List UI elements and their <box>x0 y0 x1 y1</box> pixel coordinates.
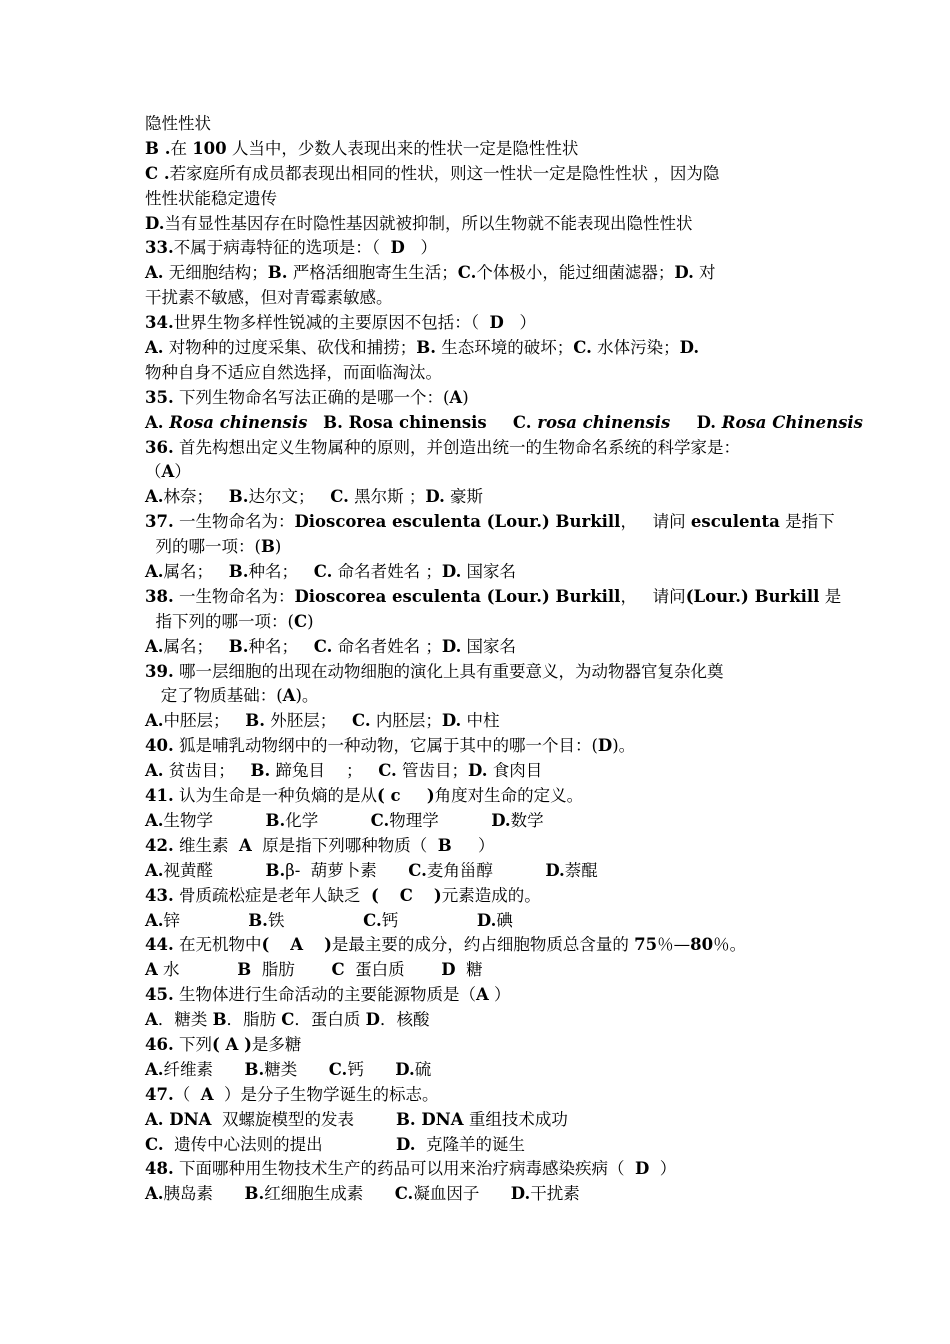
text-segment: 生物体进行生命活动的主要能源物质是（ <box>173 985 476 1005</box>
text-segment: 内胚层； <box>370 711 442 731</box>
text-segment <box>303 935 324 954</box>
text-segment: A. <box>145 338 164 358</box>
text-segment: 下列 <box>173 1034 212 1054</box>
text-segment <box>269 935 290 954</box>
text-segment: 胰岛素 <box>163 1184 245 1204</box>
text-segment: 钙 <box>381 910 477 930</box>
text-segment: A <box>475 985 489 1005</box>
text-segment: 物种自身不适应自然选择，而面临淘汰。 <box>145 362 442 382</box>
text-segment: A. <box>145 761 164 781</box>
text-segment: D. <box>696 412 722 432</box>
text-line <box>145 1133 825 1158</box>
text-segment: 在无机物中 <box>173 935 262 955</box>
text-segment: 水 <box>157 960 238 980</box>
text-segment: A. <box>145 263 164 283</box>
text-segment: A <box>161 462 175 482</box>
text-segment: D. <box>441 636 462 656</box>
text-segment: A <box>282 686 296 706</box>
text-segment: 角度对生命的定义。 <box>434 786 584 806</box>
text-segment: 80 <box>690 935 714 955</box>
text-segment: 干扰素不敏感，但对青霉素敏感。 <box>145 288 393 308</box>
text-segment: 属名； <box>163 562 229 582</box>
text-segment: B. <box>248 910 268 930</box>
text-segment: ， 请问 <box>620 512 691 532</box>
text-segment: D. <box>395 1059 415 1079</box>
text-line <box>145 834 825 859</box>
text-segment: B . <box>145 138 171 158</box>
text-segment: 命名者姓名 ； <box>332 636 442 656</box>
text-segment: 若家庭所有成员都表现出相同的性状，则这一性状一定是隐性性状 ，因为隐 <box>169 163 720 183</box>
text-segment: 41. <box>145 786 174 806</box>
text-segment: ％。 <box>713 935 747 955</box>
text-segment: 种名； <box>248 636 314 656</box>
text-segment: ） <box>649 1159 677 1179</box>
text-line <box>145 162 825 187</box>
text-segment: 37. <box>145 512 174 532</box>
text-line <box>145 709 825 734</box>
text-line <box>145 386 825 411</box>
text-line <box>145 684 825 709</box>
text-segment <box>670 413 696 432</box>
text-segment: 萘醌 <box>564 860 598 880</box>
text-segment: 糖 <box>455 960 483 980</box>
text-segment: （ <box>173 1084 201 1104</box>
text-segment: B <box>212 1010 227 1030</box>
text-segment: D. <box>441 562 462 582</box>
text-segment: 对 <box>693 263 716 283</box>
text-segment: 100 <box>192 138 227 158</box>
text-segment: C. <box>512 412 538 432</box>
text-segment: 定了物质基础：( <box>145 686 283 706</box>
text-segment: C. <box>394 1184 414 1204</box>
text-segment: 锌 <box>163 910 249 930</box>
text-segment: C <box>331 960 345 980</box>
text-segment: 化学 <box>285 810 371 830</box>
text-segment: 硫 <box>414 1059 432 1079</box>
text-segment: 生物学 <box>163 810 266 830</box>
text-segment: 38. <box>145 586 174 606</box>
text-segment: B. <box>244 1184 265 1204</box>
text-segment: 属名； <box>163 636 229 656</box>
text-segment <box>413 886 434 905</box>
text-line <box>145 1182 825 1207</box>
text-segment: ） <box>488 985 511 1005</box>
text-segment: )。 <box>295 686 319 706</box>
text-segment: C. <box>145 1134 164 1154</box>
text-line <box>145 535 825 560</box>
text-segment: C. <box>457 263 477 283</box>
text-segment: 是最主要的成分，约占细胞物质总含量的 <box>331 935 635 955</box>
text-line <box>145 1008 825 1033</box>
text-segment: Rosa chinensis <box>169 412 308 432</box>
text-segment: D <box>390 238 405 258</box>
text-line <box>145 236 825 261</box>
text-segment: B. <box>245 711 265 731</box>
text-line <box>145 933 825 958</box>
text-line <box>145 560 825 585</box>
text-line <box>145 734 825 759</box>
text-segment: 列的哪一项：( <box>145 537 261 557</box>
text-segment: ( <box>370 885 379 905</box>
text-segment: 重组技术成功 <box>463 1109 568 1129</box>
text-segment: 国家名 <box>461 562 517 582</box>
text-segment <box>379 886 400 905</box>
text-line <box>145 909 825 934</box>
text-segment: 个体极小，能过细菌滤器； <box>476 263 675 283</box>
text-segment: ) <box>307 611 314 631</box>
text-segment: 遗传中心法则的提出 <box>163 1134 397 1154</box>
text-line <box>145 1033 825 1058</box>
text-segment: C. <box>370 810 390 830</box>
text-segment: β- 葫萝卜素 <box>285 860 409 880</box>
text-segment: ．糖类 <box>157 1010 213 1030</box>
text-segment: D. <box>396 1134 416 1154</box>
text-segment: B <box>237 960 252 980</box>
text-segment: 哪一层细胞的出现在动物细胞的演化上具有重要意义，为动物器官复杂化奠 <box>173 661 724 681</box>
text-line <box>145 510 835 535</box>
text-segment: D. <box>476 910 497 930</box>
text-line <box>145 311 825 336</box>
text-segment: 36. <box>145 437 174 457</box>
text-segment: C. <box>408 860 427 880</box>
text-segment: B. <box>416 338 436 358</box>
text-line <box>145 958 825 983</box>
text-line <box>145 187 825 212</box>
text-segment: 干扰素 <box>530 1184 580 1204</box>
text-segment: B. Rosa chinensis <box>323 412 487 432</box>
text-segment: C. <box>313 562 333 582</box>
text-segment: A <box>200 1084 214 1104</box>
text-segment: 国家名 <box>461 636 517 656</box>
text-line <box>145 137 825 162</box>
text-segment: B. <box>228 487 249 507</box>
text-segment: 狐是哺乳动物纲中的一种动物，它属于其中的哪一个目：( <box>173 736 598 756</box>
text-segment: C. <box>573 338 592 358</box>
document-page <box>145 112 863 1207</box>
text-segment: 是 <box>819 586 842 606</box>
text-segment: C. <box>330 487 349 507</box>
text-segment: B <box>260 537 275 557</box>
text-segment: ．核酸 <box>379 1010 430 1030</box>
text-segment: ， 请问 <box>620 586 686 606</box>
text-segment: 数学 <box>510 810 544 830</box>
text-segment: D. <box>545 860 565 880</box>
text-segment: esculenta <box>690 512 780 532</box>
text-segment: ）是分子生物学诞生的标志。 <box>213 1084 439 1104</box>
text-segment: 首先构想出定义生物属种的原则，并创造出统一的生物命名系统的科学家是： <box>173 437 740 457</box>
text-line <box>145 809 825 834</box>
text-segment: ) <box>462 387 469 407</box>
text-segment: 黑尔斯 ； <box>348 487 426 507</box>
text-segment: A. <box>145 810 164 830</box>
text-segment: 是指下 <box>779 512 835 532</box>
text-line <box>145 1083 825 1108</box>
text-line <box>145 660 825 685</box>
text-segment: 管齿目； <box>396 761 469 781</box>
text-segment: A. <box>145 487 164 507</box>
text-segment: C. <box>378 761 397 781</box>
text-segment: 人当中，少数人表现出来的性状一定是隐性性状 <box>226 138 579 158</box>
text-segment: (Lour.) Burkill <box>685 586 820 606</box>
text-segment: A. <box>145 636 164 656</box>
text-segment: 无细胞结构； <box>163 263 268 283</box>
text-segment: 贫齿目； <box>163 761 251 781</box>
text-segment: 不属于病毒特征的选项是：（ <box>173 238 391 258</box>
text-segment: 34. <box>145 313 174 333</box>
text-segment: C. <box>363 910 382 930</box>
text-segment: D. <box>674 263 694 283</box>
text-segment: ) <box>324 935 332 955</box>
text-segment: C <box>399 885 413 905</box>
text-segment: C <box>293 611 308 631</box>
text-segment: 中柱 <box>461 711 500 731</box>
text-segment: C. <box>328 1059 348 1079</box>
text-segment: B. <box>250 761 271 781</box>
text-line <box>145 286 825 311</box>
text-segment: 纤维素 <box>163 1059 245 1079</box>
text-segment: B. <box>244 1059 265 1079</box>
text-segment: A. <box>145 711 164 731</box>
text-line <box>145 585 842 610</box>
text-segment: Dioscorea esculenta (Lour.) Burkill <box>294 512 621 532</box>
text-segment: 47. <box>145 1084 174 1104</box>
text-segment <box>307 413 323 432</box>
text-segment: 认为生命是一种负熵的是从 <box>173 786 377 806</box>
text-segment: （ <box>145 462 162 482</box>
text-segment: 44. <box>145 935 174 955</box>
text-segment: 中胚层； <box>163 711 246 731</box>
text-line <box>145 610 825 635</box>
text-segment: A. <box>145 1184 164 1204</box>
text-line <box>145 759 825 784</box>
text-line <box>145 1108 825 1133</box>
text-segment: 48. <box>145 1159 174 1179</box>
text-segment: ） <box>503 313 537 333</box>
text-segment: 当有显性基因存在时隐性基因就被抑制，所以生物就不能表现出隐性性状 <box>164 213 693 233</box>
text-segment: ) <box>426 786 435 806</box>
text-segment: Rosa Chinensis <box>721 412 863 432</box>
text-segment: 物理学 <box>389 810 492 830</box>
text-segment: 红细胞生成素 <box>264 1184 395 1204</box>
text-segment: 克隆羊的诞生 <box>415 1134 525 1154</box>
text-segment: ） <box>174 462 191 482</box>
text-segment: D. <box>491 810 511 830</box>
text-segment: 达尔文； <box>248 487 331 507</box>
text-segment: A <box>145 960 158 980</box>
text-segment: 世界生物多样性锐减的主要原因不包括：（ <box>173 313 490 333</box>
text-line <box>145 884 825 909</box>
text-segment: 一生物命名为： <box>173 512 295 532</box>
text-line <box>145 336 825 361</box>
text-line <box>145 859 825 884</box>
text-segment: 性性状能稳定遗传 <box>145 188 277 208</box>
text-line <box>145 485 825 510</box>
text-segment: 39. <box>145 661 174 681</box>
text-segment: D. <box>468 761 488 781</box>
text-segment: 种名； <box>248 562 314 582</box>
text-segment: ) <box>274 537 282 557</box>
text-line <box>145 1058 825 1083</box>
text-segment: D <box>489 313 504 333</box>
text-segment: 蹄兔目 ； <box>270 761 379 781</box>
text-segment: 生态环境的破坏； <box>436 338 574 358</box>
text-segment: 豪斯 <box>444 487 484 507</box>
text-segment: 一生物命名为： <box>173 586 295 606</box>
text-line <box>145 460 825 485</box>
text-segment: ( <box>261 935 270 955</box>
text-segment: B. <box>265 810 286 830</box>
text-segment: 43. <box>145 885 174 905</box>
text-segment: rosa chinensis <box>537 412 671 432</box>
text-segment: B <box>437 835 452 855</box>
text-segment: ） <box>404 238 438 258</box>
text-segment: A <box>238 835 252 855</box>
text-segment: C. <box>313 636 333 656</box>
text-segment: 林奈； <box>163 487 229 507</box>
text-segment: 糖类 <box>264 1059 329 1079</box>
text-line <box>145 784 825 809</box>
text-line <box>145 1157 825 1182</box>
text-segment: 食肉目 <box>487 761 543 781</box>
text-segment: 隐性性状 <box>145 114 211 133</box>
text-segment: A. DNA <box>145 1109 212 1129</box>
text-segment: 视黄醛 <box>163 860 266 880</box>
text-segment: ） <box>451 835 495 855</box>
text-segment: 是多糖 <box>251 1034 302 1054</box>
text-segment: ．脂肪 <box>226 1010 282 1030</box>
text-segment: 原是指下列哪种物质（ <box>251 835 438 855</box>
text-segment: 45. <box>145 985 174 1005</box>
text-segment: 双螺旋模型的发表 <box>211 1109 396 1129</box>
text-segment: A. <box>145 910 164 930</box>
text-segment: D. <box>441 711 462 731</box>
text-segment: ( c <box>376 786 401 806</box>
text-segment: 元素造成的。 <box>441 885 541 905</box>
text-line <box>145 635 825 660</box>
text-segment: A. <box>145 1059 164 1079</box>
text-segment: B. DNA <box>395 1109 464 1129</box>
text-segment: C . <box>145 163 170 183</box>
text-segment: A. <box>145 860 164 880</box>
text-segment: 严格活细胞寄生生活； <box>287 263 458 283</box>
text-segment: 骨质疏松症是老年人缺乏 <box>173 885 371 905</box>
text-segment: A. <box>145 562 164 582</box>
text-segment: ％— <box>657 935 691 955</box>
text-line <box>145 112 825 137</box>
text-segment: 碘 <box>496 910 513 930</box>
text-segment: ( A ) <box>211 1034 252 1054</box>
text-segment: D <box>365 1010 380 1030</box>
text-segment: 脂肪 <box>251 960 332 980</box>
text-segment: 下列生物命名写法正确的是哪一个：( <box>173 387 450 407</box>
text-segment: 33. <box>145 238 174 258</box>
text-segment: D. <box>145 213 165 233</box>
text-segment: ) <box>433 885 442 905</box>
text-segment: 命名者姓名 ； <box>332 562 442 582</box>
text-segment: A <box>449 387 463 407</box>
text-segment: 凝血因子 <box>413 1184 511 1204</box>
text-line <box>145 411 863 436</box>
text-segment <box>487 413 513 432</box>
text-segment: Dioscorea esculenta (Lour.) Burkill <box>294 586 621 606</box>
text-segment: 下面哪种用生物技术生产的药品可以用来治疗病毒感染疾病（ <box>173 1159 635 1179</box>
text-line <box>145 436 825 461</box>
text-segment: 麦角甾醇 <box>426 860 546 880</box>
text-segment: C <box>281 1010 295 1030</box>
text-segment: A <box>290 935 304 955</box>
text-segment: D <box>597 736 613 756</box>
text-segment: D. <box>510 1184 531 1204</box>
text-segment: A. <box>145 412 170 432</box>
text-segment: 35. <box>145 387 174 407</box>
text-segment: 外胚层； <box>265 711 352 731</box>
text-segment: D <box>441 960 456 980</box>
text-segment: C. <box>351 711 371 731</box>
text-segment <box>401 786 427 805</box>
text-segment: 指下列的哪一项：( <box>145 611 294 631</box>
text-segment: D. <box>425 487 445 507</box>
text-segment: B. <box>228 562 249 582</box>
text-segment: 水体污染； <box>591 338 680 358</box>
text-segment: B. <box>267 263 288 283</box>
text-segment: 75 <box>634 935 658 955</box>
text-segment: A <box>145 1010 158 1030</box>
text-segment: 蛋白质 <box>344 960 442 980</box>
text-segment: ．蛋白质 <box>294 1010 366 1030</box>
text-segment: 对物种的过度采集、砍伐和捕捞； <box>163 338 417 358</box>
text-line <box>145 261 825 286</box>
text-line <box>145 983 825 1008</box>
text-segment: )。 <box>612 736 636 756</box>
text-segment: B. <box>265 860 286 880</box>
text-segment: 在 <box>170 138 193 158</box>
text-segment: D <box>634 1159 650 1179</box>
text-segment: 维生素 <box>173 835 239 855</box>
text-segment: B. <box>228 636 249 656</box>
text-segment: 40. <box>145 736 174 756</box>
text-segment: 46. <box>145 1034 174 1054</box>
text-segment: D. <box>679 338 700 358</box>
text-line <box>145 212 825 237</box>
text-segment: 钙 <box>347 1059 396 1079</box>
text-segment: 42. <box>145 835 174 855</box>
text-segment: 铁 <box>267 910 364 930</box>
text-line <box>145 361 825 386</box>
